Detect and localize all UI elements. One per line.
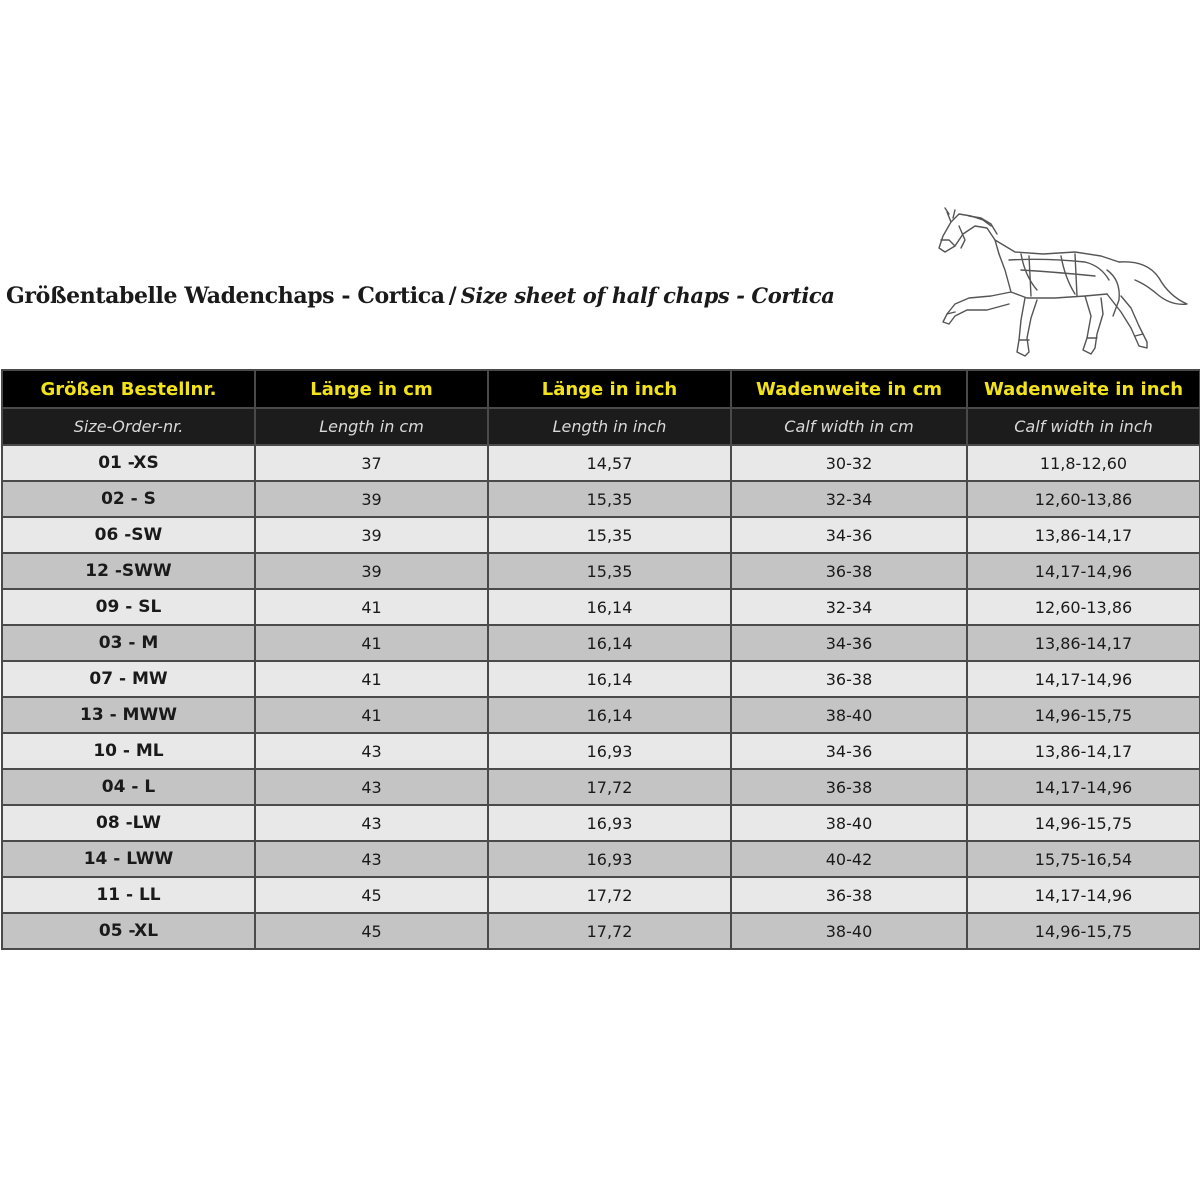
cell-length-cm: 41 <box>255 625 488 661</box>
cell-calf-width-inch: 14,17-14,96 <box>967 661 1200 697</box>
table-body <box>2 445 1200 949</box>
cell-length-cm: 45 <box>255 913 488 949</box>
table-row <box>2 589 1200 625</box>
table-row <box>2 877 1200 913</box>
title-german: Größentabelle Wadenchaps - Cortica <box>6 283 445 309</box>
cell-size-order: 06 -SW <box>2 517 255 553</box>
cell-length-cm: 43 <box>255 769 488 805</box>
header-length-cm: Länge in cm <box>255 370 488 408</box>
cell-length-inch: 15,35 <box>488 481 731 517</box>
cell-length-inch: 16,93 <box>488 841 731 877</box>
cell-calf-width-cm: 38-40 <box>731 913 967 949</box>
table-row <box>2 553 1200 589</box>
cell-calf-width-inch: 14,96-15,75 <box>967 697 1200 733</box>
size-table <box>1 369 1200 950</box>
cell-calf-width-inch: 13,86-14,17 <box>967 517 1200 553</box>
subheader-length-cm: Length in cm <box>255 408 488 445</box>
cell-size-order: 09 - SL <box>2 589 255 625</box>
cell-length-inch: 16,14 <box>488 625 731 661</box>
cell-calf-width-inch: 14,96-15,75 <box>967 913 1200 949</box>
cell-length-cm: 39 <box>255 517 488 553</box>
cell-calf-width-cm: 32-34 <box>731 589 967 625</box>
table-row <box>2 769 1200 805</box>
table-row <box>2 481 1200 517</box>
subheader-calf-width-cm: Calf width in cm <box>731 408 967 445</box>
cell-length-inch: 15,35 <box>488 553 731 589</box>
cell-size-order: 10 - ML <box>2 733 255 769</box>
cell-length-cm: 39 <box>255 553 488 589</box>
cell-calf-width-cm: 34-36 <box>731 625 967 661</box>
cell-length-inch: 15,35 <box>488 517 731 553</box>
cell-length-cm: 43 <box>255 733 488 769</box>
cell-size-order: 05 -XL <box>2 913 255 949</box>
cell-size-order: 04 - L <box>2 769 255 805</box>
header-size-order: Größen Bestellnr. <box>2 370 255 408</box>
cell-size-order: 13 - MWW <box>2 697 255 733</box>
cell-size-order: 12 -SWW <box>2 553 255 589</box>
cell-length-cm: 39 <box>255 481 488 517</box>
table-row <box>2 913 1200 949</box>
cell-length-cm: 41 <box>255 589 488 625</box>
cell-length-cm: 45 <box>255 877 488 913</box>
cell-length-inch: 17,72 <box>488 913 731 949</box>
cell-size-order: 02 - S <box>2 481 255 517</box>
title-separator: / <box>448 283 457 309</box>
page-title <box>6 283 834 309</box>
cell-length-inch: 16,14 <box>488 661 731 697</box>
subheader-length-inch: Length in inch <box>488 408 731 445</box>
cell-calf-width-cm: 36-38 <box>731 769 967 805</box>
cell-calf-width-cm: 36-38 <box>731 877 967 913</box>
title-english: Size sheet of half chaps - Cortica <box>460 283 835 308</box>
cell-length-inch: 16,14 <box>488 697 731 733</box>
header-row <box>2 370 1200 408</box>
table-row <box>2 661 1200 697</box>
subheader-row <box>2 408 1200 445</box>
cell-calf-width-cm: 38-40 <box>731 805 967 841</box>
subheader-calf-width-inch: Calf width in inch <box>967 408 1200 445</box>
cell-length-cm: 37 <box>255 445 488 481</box>
cell-calf-width-cm: 34-36 <box>731 733 967 769</box>
cell-calf-width-inch: 12,60-13,86 <box>967 589 1200 625</box>
cell-length-inch: 16,93 <box>488 733 731 769</box>
table-row <box>2 841 1200 877</box>
table-row <box>2 733 1200 769</box>
cell-length-inch: 17,72 <box>488 769 731 805</box>
horse-sketch-icon <box>925 200 1195 365</box>
cell-calf-width-cm: 40-42 <box>731 841 967 877</box>
table-row <box>2 805 1200 841</box>
table-row <box>2 445 1200 481</box>
cell-calf-width-inch: 11,8-12,60 <box>967 445 1200 481</box>
header-length-inch: Länge in inch <box>488 370 731 408</box>
cell-length-cm: 41 <box>255 661 488 697</box>
cell-calf-width-cm: 36-38 <box>731 661 967 697</box>
cell-size-order: 08 -LW <box>2 805 255 841</box>
cell-calf-width-inch: 13,86-14,17 <box>967 733 1200 769</box>
cell-length-cm: 41 <box>255 697 488 733</box>
cell-size-order: 11 - LL <box>2 877 255 913</box>
header-calf-width-cm: Wadenweite in cm <box>731 370 967 408</box>
cell-calf-width-inch: 14,17-14,96 <box>967 769 1200 805</box>
cell-calf-width-cm: 36-38 <box>731 553 967 589</box>
cell-calf-width-inch: 12,60-13,86 <box>967 481 1200 517</box>
subheader-size-order: Size-Order-nr. <box>2 408 255 445</box>
cell-calf-width-inch: 14,17-14,96 <box>967 877 1200 913</box>
cell-length-cm: 43 <box>255 805 488 841</box>
cell-length-inch: 17,72 <box>488 877 731 913</box>
cell-length-inch: 14,57 <box>488 445 731 481</box>
cell-size-order: 14 - LWW <box>2 841 255 877</box>
cell-length-inch: 16,14 <box>488 589 731 625</box>
cell-calf-width-cm: 34-36 <box>731 517 967 553</box>
cell-calf-width-inch: 14,17-14,96 <box>967 553 1200 589</box>
table-row <box>2 697 1200 733</box>
cell-length-inch: 16,93 <box>488 805 731 841</box>
cell-calf-width-inch: 13,86-14,17 <box>967 625 1200 661</box>
table-row <box>2 625 1200 661</box>
cell-calf-width-cm: 32-34 <box>731 481 967 517</box>
header-calf-width-inch: Wadenweite in inch <box>967 370 1200 408</box>
cell-calf-width-inch: 15,75-16,54 <box>967 841 1200 877</box>
cell-calf-width-inch: 14,96-15,75 <box>967 805 1200 841</box>
cell-size-order: 01 -XS <box>2 445 255 481</box>
cell-size-order: 03 - M <box>2 625 255 661</box>
cell-calf-width-cm: 30-32 <box>731 445 967 481</box>
table-row <box>2 517 1200 553</box>
cell-calf-width-cm: 38-40 <box>731 697 967 733</box>
cell-size-order: 07 - MW <box>2 661 255 697</box>
cell-length-cm: 43 <box>255 841 488 877</box>
